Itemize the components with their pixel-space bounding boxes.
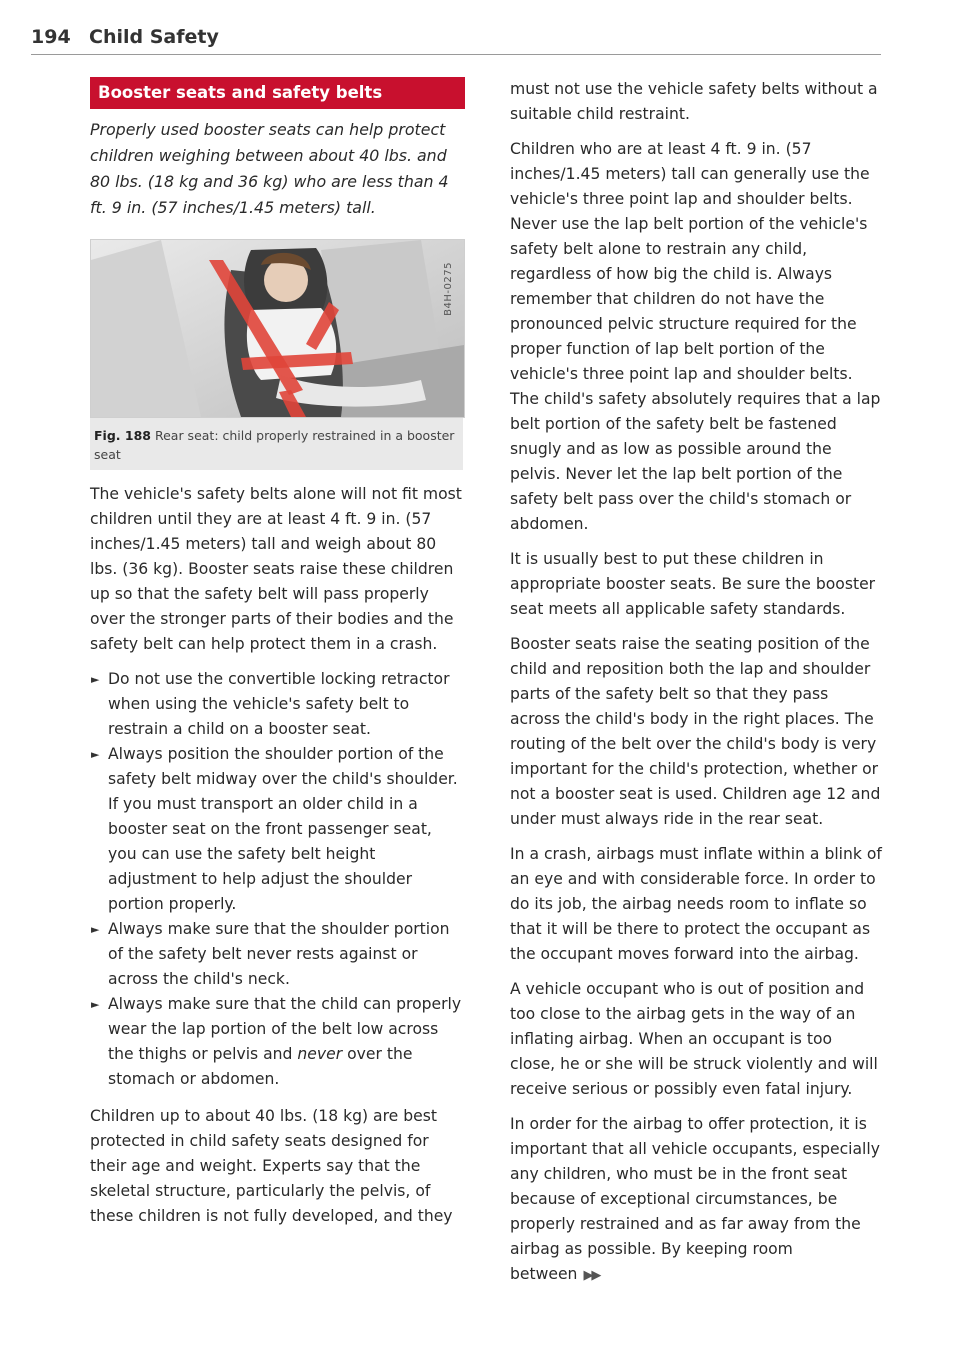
paragraph: A vehicle occupant who is out of position and too close to the airbag gets in the way of an inflating airbag. When an occupant is too close, he or she will be struck violently and will receive serious or possibly even fatal injury. — [510, 980, 878, 1098]
paragraph: Children up to about 40 lbs. (18 kg) are best protected in child safety seats designed for their age and weight. Experts say that the skeletal structure, particularly the pelvis, of these children is not fully developed, and they — [90, 1107, 453, 1225]
emphasis-never: never — [297, 1045, 343, 1063]
paragraph-text: In order for the airbag to offer protection, it is important that all vehicle occupants, especially any children, who must be in the front seat because of exceptional circumstances, be properly restrained and as far away from the airbag as possible. By keeping room between — [510, 1115, 880, 1283]
booster-seat-illustration — [91, 240, 464, 417]
list-item-text: Always make sure that the child can properly wear the lap portion of the belt low across the thighs or pelvis and — [108, 995, 462, 1063]
figure-caption — [90, 418, 463, 470]
page-number: 194 — [31, 26, 71, 48]
instruction-list — [90, 667, 465, 1092]
booster-seat-figure — [90, 239, 465, 418]
figure-code: B4H-0275 — [443, 262, 454, 316]
list-item — [90, 742, 465, 917]
list-item-text: Always position the shoulder portion of the safety belt midway over the child's shoulder. If you must transport an older child in a booster seat on the front passenger seat, you can use the safety belt height adjustment to help adjust the shoulder portion properly. — [108, 745, 458, 913]
list-item-text: Do not use the convertible locking retractor when using the vehicle's safety belt to restrain a child on a booster seat. — [108, 670, 450, 738]
bullet-icon: ► — [91, 748, 100, 761]
page-header — [31, 22, 881, 55]
paragraph: Children who are at least 4 ft. 9 in. (57 inches/1.45 meters) tall can generally use the vehicle's three point lap and shoulder belts. Never use the lap belt portion of the vehicle's safety belt alone to restrain any child, regardless of how big the child is. Always remember that children do not have the pronounced pelvic structure required for the proper function of lap belt portion of the vehicle's three point lap and shoulder belts. The child's safety absolutely requires that a lap belt portion of the safety belt be fastened snugly and as low as possible around the pelvis. Never let the lap belt portion of the safety belt pass over the child's stomach or abdomen. — [510, 140, 881, 533]
list-item — [90, 667, 465, 742]
bullet-icon: ► — [91, 998, 100, 1011]
section-banner: Booster seats and safety belts — [90, 77, 465, 109]
list-item — [90, 917, 465, 992]
paragraph: must not use the vehicle safety belts without a suitable child restraint. — [510, 80, 878, 123]
section-title: Child Safety — [89, 26, 219, 48]
paragraph: Booster seats raise the seating position of the child and reposition both the lap and shoulder parts of the safety belt so that they pass across the child's body in the right places. The routing of the belt over the child's body is very important for the child's protection, whether or not a booster seat is used. Children age 12 and under must always ride in the rear seat. — [510, 635, 881, 828]
list-item-text: Always make sure that the shoulder portion of the safety belt never rests against or across the child's neck. — [108, 920, 450, 988]
continue-arrow-icon: ▶▶ — [583, 1268, 600, 1283]
paragraph: In a crash, airbags must inflate within a blink of an eye and with considerable force. In order to do its job, the airbag needs room to inflate so that it will be there to protect the occupant as the occupant moves forward into the airbag. — [510, 845, 882, 963]
intro-text: Properly used booster seats can help protect children weighing between about 40 lbs. and 80 lbs. (18 kg and 36 kg) who are less than 4 ft. 9 in. (57 inches/1.45 meters) tall. — [90, 120, 449, 217]
left-column — [90, 77, 465, 1239]
right-column — [510, 77, 882, 1298]
list-item-text: over the stomach or abdomen. — [108, 1045, 413, 1088]
paragraph: The vehicle's safety belts alone will not fit most children until they are at least 4 ft. 9 in. (57 inches/1.45 meters) tall and weigh about 80 lbs. (36 kg). Booster seats raise these children up so that the safety belt will pass properly over the stronger parts of their bodies and the safety belt can help protect them in a crash. — [90, 485, 462, 653]
caption-label: Fig. 188 — [94, 428, 151, 443]
paragraph: It is usually best to put these children in appropriate booster seats. Be sure the booster seat meets all applicable safety standards. — [510, 550, 876, 618]
paragraph — [510, 1112, 882, 1288]
caption-text: Rear seat: child properly restrained in a booster seat — [94, 428, 455, 462]
bullet-icon: ► — [91, 923, 100, 936]
list-item — [90, 992, 465, 1092]
bullet-icon: ► — [91, 673, 100, 686]
